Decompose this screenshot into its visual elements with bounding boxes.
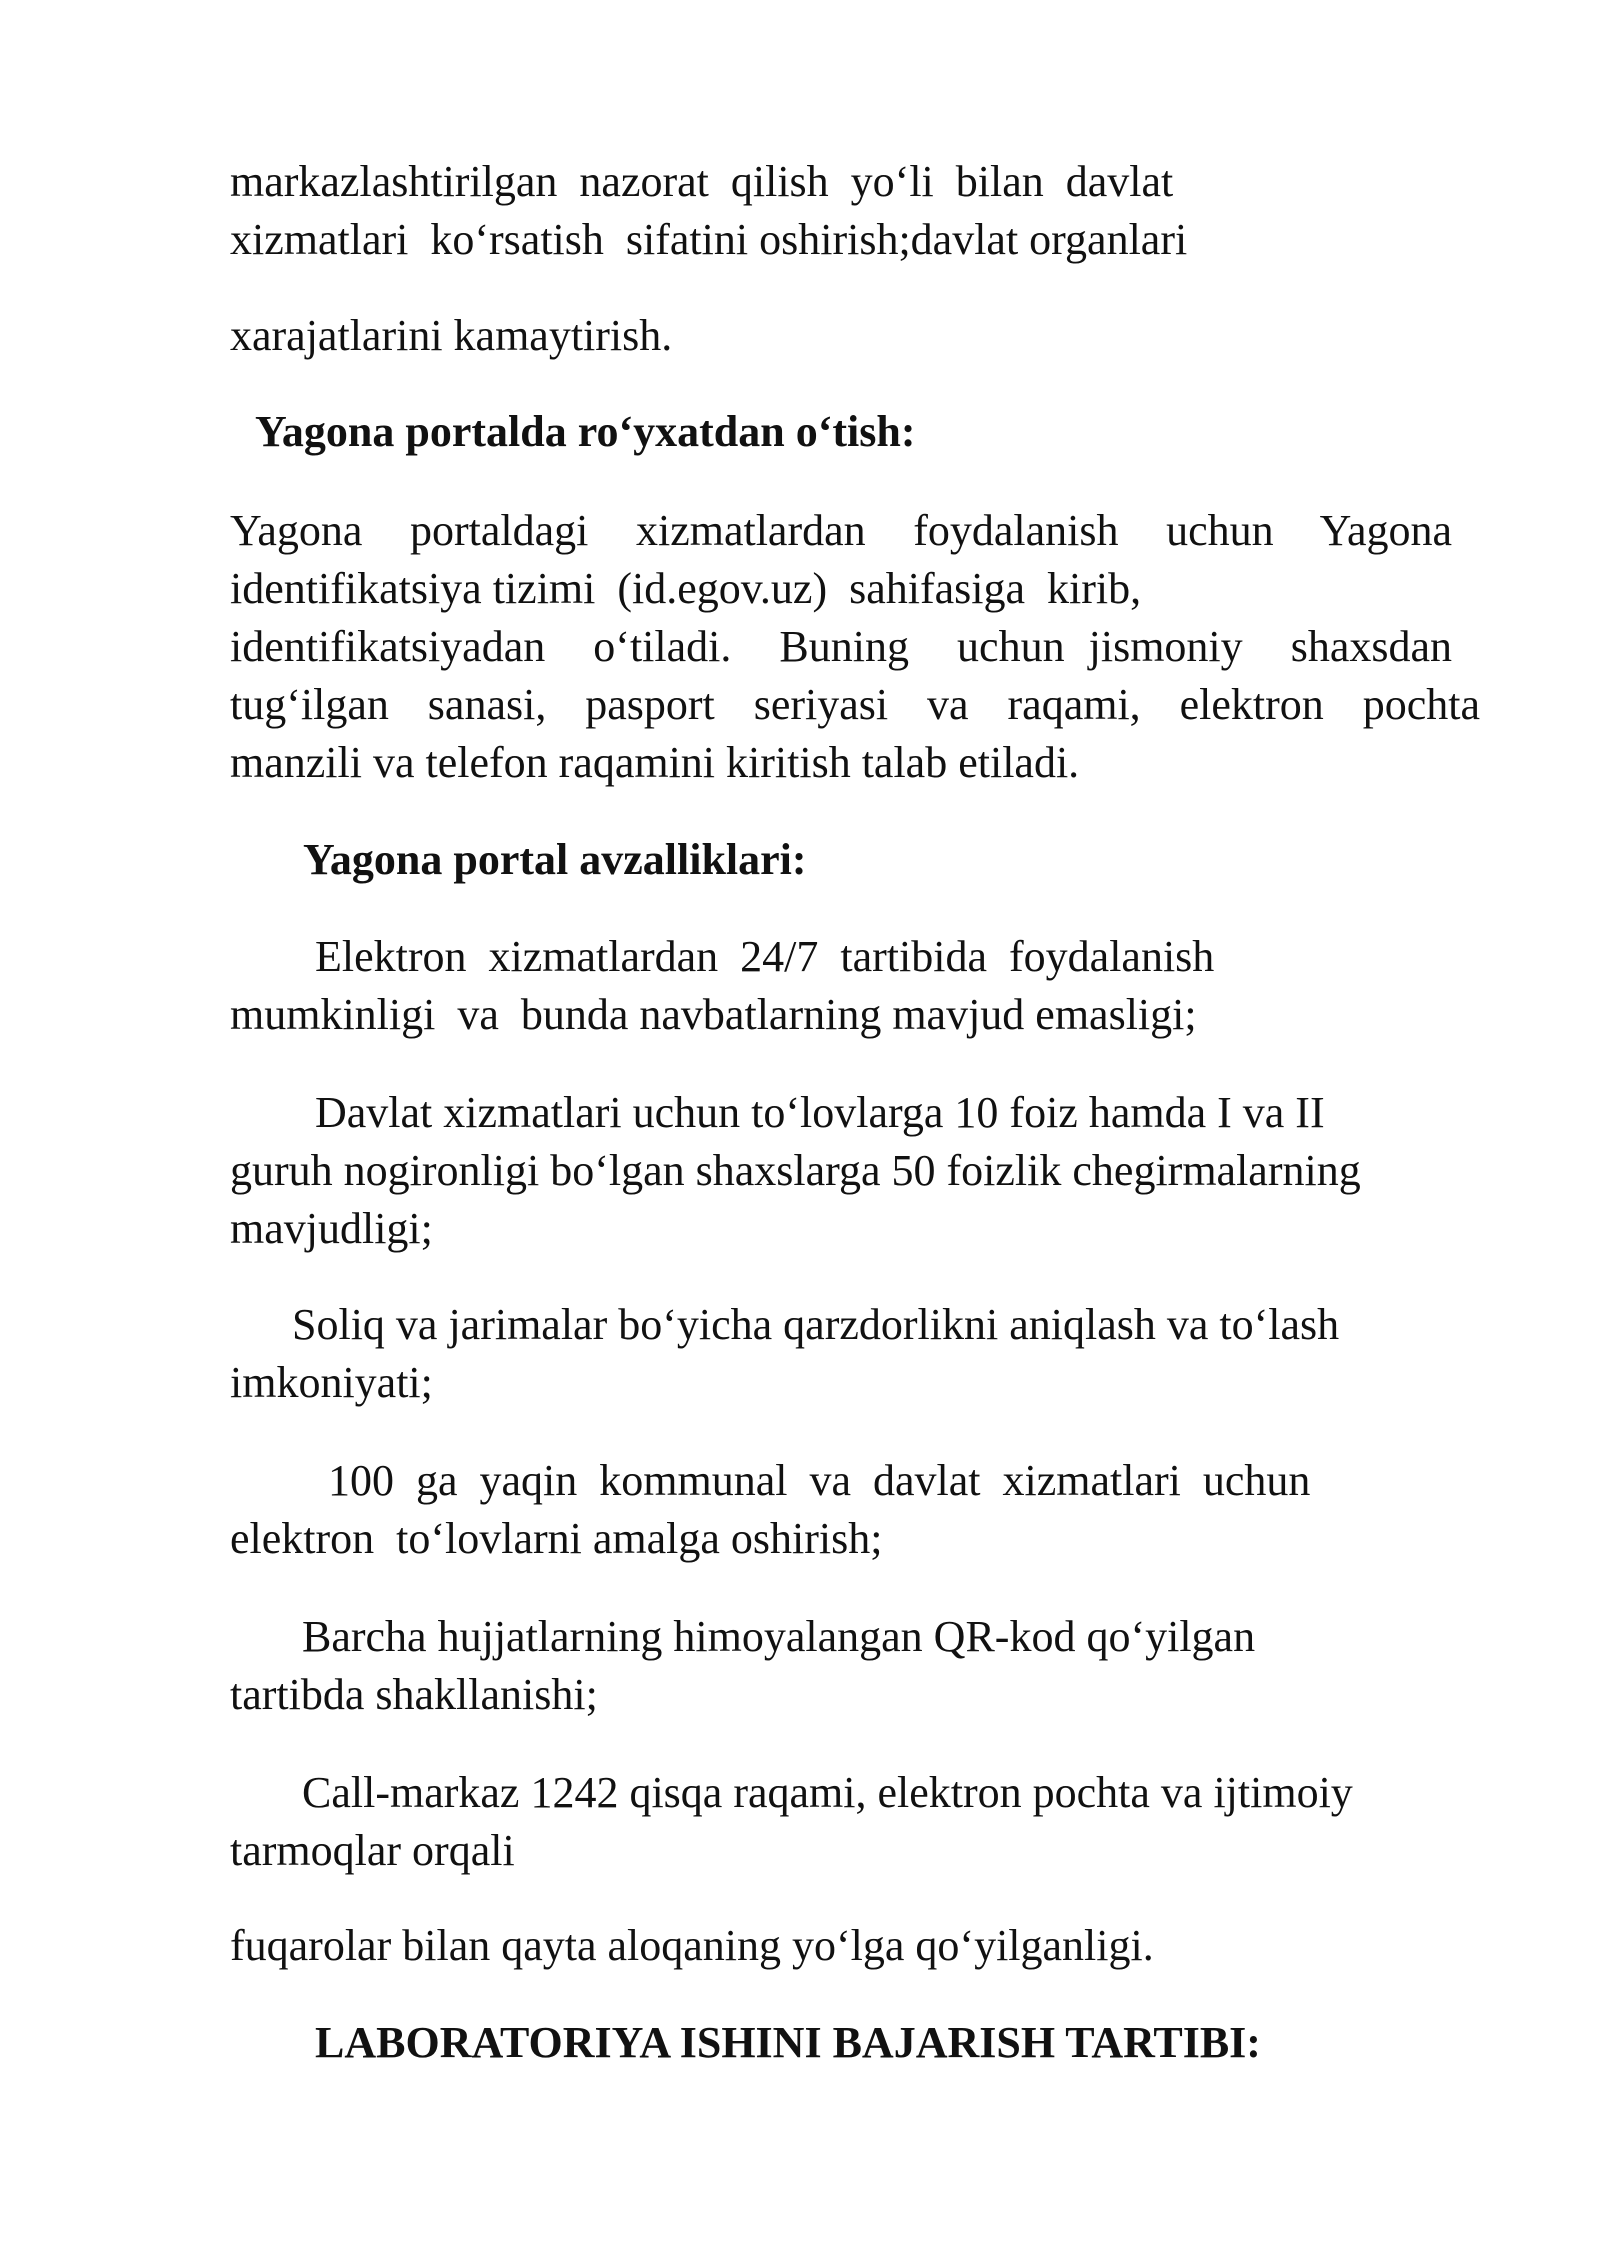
section-heading-lab-procedure <box>315 2014 1575 2072</box>
paragraph-feedback <box>230 1917 1490 1975</box>
paragraph-line: markazlashtirilgan nazorat qilish yo‘li bilan davlat <box>230 157 1174 206</box>
paragraph-line: Barcha hujjatlarning himoyalangan QR-kod qo‘yilgan <box>302 1612 1256 1661</box>
paragraph-line: mavjudligi; <box>230 1204 433 1253</box>
paragraph-line: Davlat xizmatlari uchun to‘lovlarga 10 foiz hamda I va II <box>315 1088 1325 1137</box>
paragraph-advantage-tax <box>230 1296 1490 1412</box>
section-heading-registration <box>255 403 1515 461</box>
paragraph-intro <box>230 153 1490 269</box>
paragraph-line: Soliq va jarimalar bo‘yicha qarzdorlikni aniqlash va to‘lash <box>292 1300 1340 1349</box>
paragraph-line: tartibda shakllanishi; <box>230 1670 598 1719</box>
paragraph-advantage-qr <box>230 1608 1490 1724</box>
paragraph-line: identifikatsiyadan o‘tiladi. Buning uchun jismoniy shaxsdan <box>230 622 1452 671</box>
paragraph-advantage-discount <box>230 1084 1490 1258</box>
paragraph-line: 100 ga yaqin kommunal va davlat xizmatlari uchun <box>328 1456 1311 1505</box>
paragraph-line: Elektron xizmatlardan 24/7 tartibida foydalanish <box>315 932 1215 981</box>
paragraph-advantage-callcenter <box>230 1764 1490 1880</box>
paragraph-line: guruh nogironligi bo‘lgan shaxslarga 50 foizlik chegirmalarning <box>230 1146 1361 1195</box>
paragraph-advantage-payments <box>230 1452 1490 1568</box>
paragraph-line: tarmoqlar orqali <box>230 1826 515 1875</box>
paragraph-line: identifikatsiya tizimi (id.egov.uz) sahifasiga kirib, <box>230 564 1142 613</box>
paragraph-line: mumkinligi va bunda navbatlarning mavjud emasligi; <box>230 990 1197 1039</box>
section-heading-advantages <box>303 831 1563 889</box>
paragraph-line: imkoniyati; <box>230 1358 433 1407</box>
paragraph-line: xizmatlari ko‘rsatish sifatini oshirish;davlat organlari <box>230 215 1188 264</box>
paragraph-line: Yagona portaldagi xizmatlardan foydalanish uchun Yagona <box>230 506 1452 555</box>
paragraph-line: xarajatlarini kamaytirish. <box>230 311 673 360</box>
paragraph-registration <box>230 502 1490 792</box>
paragraph-line: Call-markaz 1242 qisqa raqami, elektron pochta va ijtimoiy <box>302 1768 1353 1817</box>
paragraph-line: elektron to‘lovlarni amalga oshirish; <box>230 1514 883 1563</box>
paragraph-advantage-247 <box>230 928 1490 1044</box>
paragraph-line: fuqarolar bilan qayta aloqaning yo‘lga qo‘yilganligi. <box>230 1921 1154 1970</box>
heading-text: Yagona portal avzalliklari: <box>303 835 807 884</box>
paragraph-line: tug‘ilgan sanasi, pasport seriyasi va raqami, elektron pochta <box>230 680 1480 729</box>
heading-text: LABORATORIYA ISHINI BAJARISH TARTIBI: <box>315 2018 1261 2067</box>
heading-text: Yagona portalda ro‘yxatdan o‘tish: <box>255 407 916 456</box>
paragraph-expenses <box>230 307 1490 365</box>
paragraph-line: manzili va telefon raqamini kiritish talab etiladi. <box>230 738 1080 787</box>
